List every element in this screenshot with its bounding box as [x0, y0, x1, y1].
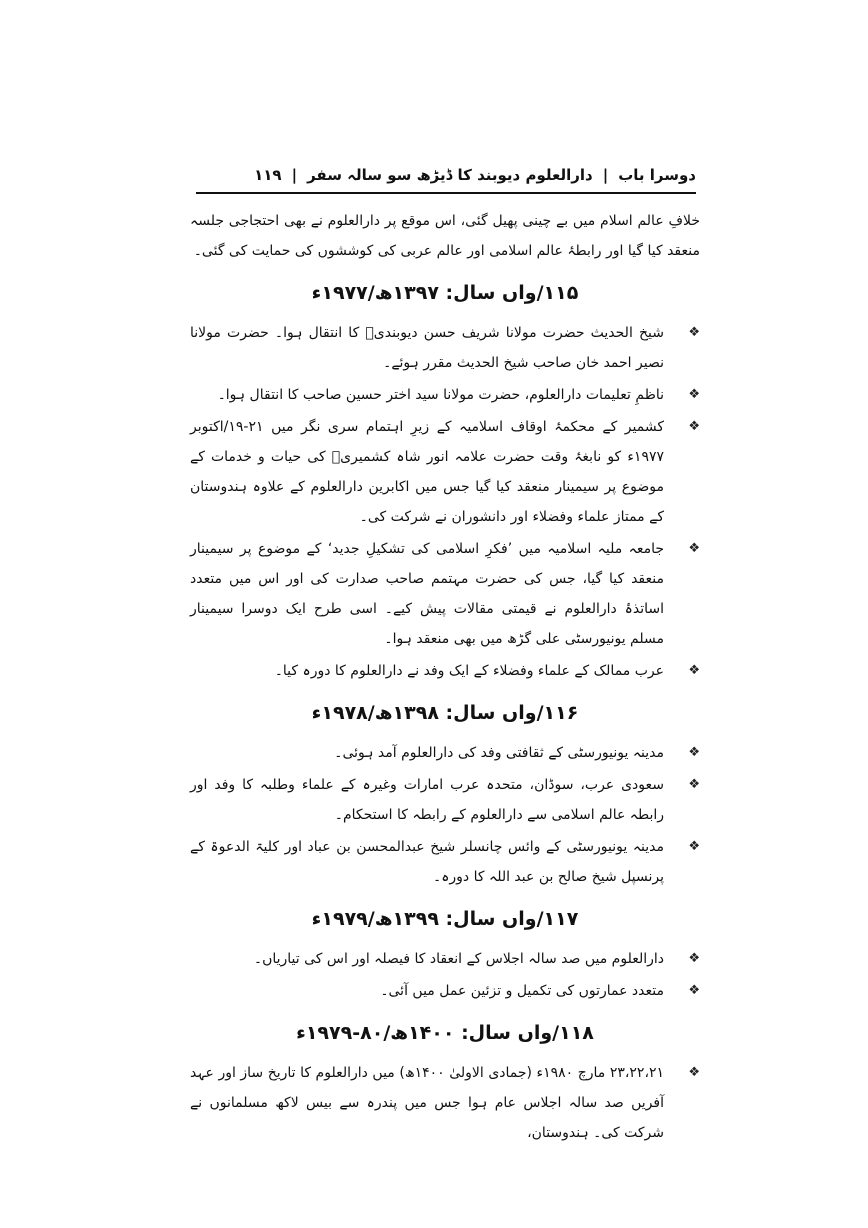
list-item-text: متعدد عمارتوں کی تکمیل و تزئین عمل میں آئی۔	[380, 983, 664, 999]
year-heading: ۱۱۸/واں سال: ۱۴۰۰ھ/۸۰-۱۹۷۹ء	[296, 1022, 594, 1044]
bullet-icon: ❖	[688, 951, 700, 966]
page-content	[190, 206, 700, 1150]
year-heading: ۱۱۵/واں سال: ۱۳۹۷ھ/۱۹۷۷ء	[311, 282, 579, 304]
list-item-text: مدینہ یونیورسٹی کے وائس چانسلر شیخ عبدالمحسن بن عباد اور کلیۃ الدعوۃ کے پرنسپل شیخ صالح بن عبد اللہ کا دورہ۔	[190, 839, 664, 885]
bullet-icon: ❖	[688, 663, 700, 678]
intro-paragraph: خلافِ عالم اسلام میں بے چینی پھیل گئی، اس موقع پر دارالعلوم نے بھی احتجاجی جلسہ منعقد کیا گیا اور رابطۂ عالم اسلامی اور عالم عربی کی کوششوں کی حمایت کی گئی۔	[190, 213, 700, 259]
list-item-text: کشمیر کے محکمۂ اوقاف اسلامیہ کے زیرِ اہتمام سری نگر میں ۲۱-۱۹/اکتوبر ۱۹۷۷ء کو نابغۂ وقت حضرت علامہ انور شاہ کشمیریؒ کی حیات و خدمات کے موضوع پر سیمینار منعقد کیا گیا جس میں اکابرین دارالعلوم کے علاوہ ہندوستان کے ممتاز علماء وفضلاء اور دانشوران نے شرکت کی۔	[190, 419, 664, 525]
list-item-text: ۲۳،۲۲،۲۱ مارچ ۱۹۸۰ء (جمادی الاولیٰ ۱۴۰۰ھ) میں دارالعلوم کا تاریخ ساز اور عہد آفریں صد سالہ اجلاس عام ہوا جس میں پندرہ سے بیس لاکھ مسلمانوں نے شرکت کی۔ ہندوستان،	[190, 1065, 665, 1141]
bullet-icon: ❖	[688, 983, 700, 998]
bullet-icon: ❖	[688, 1065, 700, 1080]
list-item	[190, 1058, 700, 1148]
year-heading: ۱۱۶/واں سال: ۱۳۹۸ھ/۱۹۷۸ء	[311, 702, 579, 724]
running-header	[196, 158, 696, 192]
list-item-text: عرب ممالک کے علماء وفضلاء کے ایک وفد نے دارالعلوم کا دورہ کیا۔	[274, 663, 664, 679]
list-item-text: سعودی عرب، سوڈان، متحدہ عرب امارات وغیرہ کے علماء وطلبہ کا وفد اور رابطہ عالم اسلامی سے دارالعلوم کے رابطہ کا استحکام۔	[190, 777, 664, 823]
list-item	[190, 656, 700, 686]
list-item-text: ناظمِ تعلیمات دارالعلوم، حضرت مولانا سید اختر حسین صاحب کا انتقال ہوا۔	[217, 387, 664, 403]
page-number: ۱۱۹	[254, 166, 282, 184]
bullet-icon: ❖	[688, 387, 700, 402]
list-item	[190, 832, 700, 892]
header-rule	[196, 192, 696, 194]
header-separator: |	[291, 166, 298, 184]
bullet-icon: ❖	[688, 419, 700, 434]
year-heading: ۱۱۷/واں سال: ۱۳۹۹ھ/۱۹۷۹ء	[311, 908, 579, 930]
list-item	[190, 944, 700, 974]
list-item	[190, 318, 700, 378]
list-item	[190, 412, 700, 532]
bullet-icon: ❖	[688, 745, 700, 760]
list-item	[190, 738, 700, 768]
list-item	[190, 534, 700, 654]
list-item	[190, 380, 700, 410]
bullet-icon: ❖	[688, 777, 700, 792]
header-separator: |	[602, 166, 609, 184]
bullet-icon: ❖	[688, 839, 700, 854]
list-item-text: شیخ الحدیث حضرت مولانا شریف حسن دیوبندیؒ کا انتقال ہوا۔ حضرت مولانا نصیر احمد خان صاحب شیخ الحدیث مقرر ہوئے۔	[190, 325, 664, 371]
chapter-label: دوسرا باب	[618, 166, 696, 184]
list-item-text: دارالعلوم میں صد سالہ اجلاس کے انعقاد کا فیصلہ اور اس کی تیاریاں۔	[253, 951, 664, 967]
bullet-icon: ❖	[688, 325, 700, 340]
book-title: دارالعلوم دیوبند کا ڈیڑھ سو سالہ سفر	[307, 166, 593, 184]
list-item	[190, 976, 700, 1006]
bullet-icon: ❖	[688, 541, 700, 556]
list-item-text: جامعہ ملیہ اسلامیہ میں ’فکرِ اسلامی کی تشکیلِ جدید‘ کے موضوع پر سیمینار منعقد کیا گیا، جس کی حضرت مہتمم صاحب صدارت کی اور اس میں متعدد اساتذۂ دارالعلوم نے قیمتی مقالات پیش کیے۔ اسی طرح ایک دوسرا سیمینار مسلم یونیورسٹی علی گڑھ میں بھی منعقد ہوا۔	[190, 541, 664, 647]
list-item-text: مدینہ یونیورسٹی کے ثقافتی وفد کی دارالعلوم آمد ہوئی۔	[334, 745, 664, 761]
list-item	[190, 770, 700, 830]
